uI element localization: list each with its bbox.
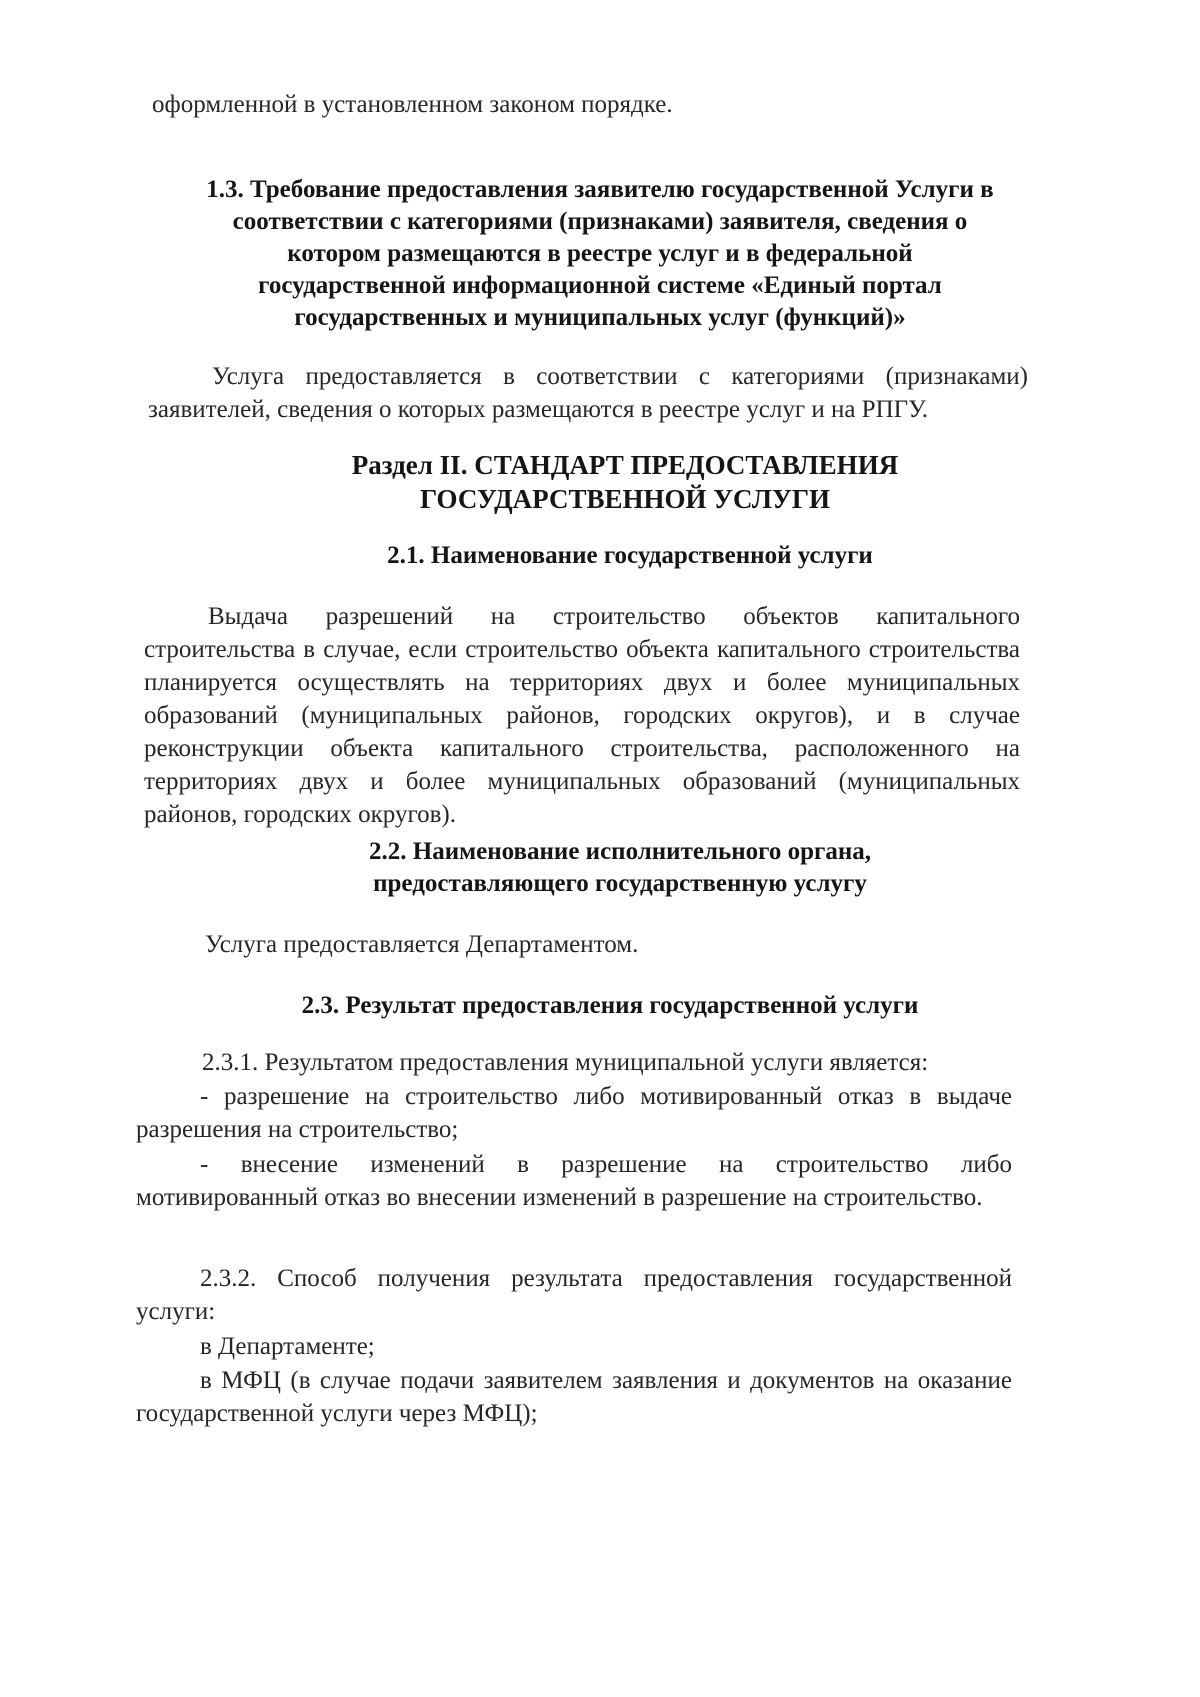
receive-way-2: в МФЦ (в случае подачи заявителем заявления и документов на оказание государственной услуги через МФЦ); bbox=[136, 1367, 1012, 1427]
section-2-heading-line1: Раздел II. СТАНДАРТ ПРЕДОСТАВЛЕНИЯ bbox=[351, 450, 899, 480]
result-item-1: - разрешение на строительство либо мотивированный отказ в выдаче разрешения на строительство; bbox=[136, 1083, 1012, 1143]
section-1-3-heading: 1.3. Требование предоставления заявителю государственной Услуги в соответствии с категориями (признаками) заявителя, сведения о котором размещаются в реестре услуг и в федеральной государственной информационной системе «Единый портал государственных и муниципальных услуг (функций)» bbox=[206, 176, 994, 331]
paragraph-2-3-2: 2.3.2. Способ получения результата предоставления государственной услуги: bbox=[136, 1265, 1012, 1325]
section-2-1-text: Выдача разрешений на строительство объектов капитального строительства в случае, если строительство объекта капитального строительства планируется осуществлять на территориях двух и более муниципальных образований (муниципальных районов, городских округов), и в случае реконструкции объекта капитального строительства, расположенного на территориях двух и более муниципальных образований (муниципальных районов, городских округов). bbox=[144, 603, 1020, 828]
section-2-1-heading: 2.1. Наименование государственной услуги bbox=[387, 542, 873, 569]
paragraph-2-3-1: 2.3.1. Результатом предоставления муниципальной услуги является: bbox=[202, 1049, 929, 1076]
receive-way-1: в Департаменте; bbox=[200, 1333, 375, 1360]
section-2-2-heading-line2: предоставляющего государственную услугу bbox=[373, 870, 867, 897]
section-2-2-text: Услуга предоставляется Департаментом. bbox=[205, 931, 639, 958]
section-2-2-heading-line1: 2.2. Наименование исполнительного органа, bbox=[369, 838, 871, 865]
section-2-heading-line2: ГОСУДАРСТВЕННОЙ УСЛУГИ bbox=[420, 484, 830, 514]
result-item-2: - внесение изменений в разрешение на строительство либо мотивированный отказ во внесении изменений в разрешение на строительство. bbox=[136, 1151, 1012, 1211]
section-2-2-heading bbox=[300, 836, 940, 900]
continuation-text: оформленной в установленном законом порядке. bbox=[152, 91, 673, 118]
section-2-3-heading: 2.3. Результат предоставления государственной услуги bbox=[301, 992, 919, 1019]
section-2-heading bbox=[320, 448, 930, 516]
section-1-3-text: Услуга предоставляется в соответствии с категориями (признаками) заявителей, сведения о которых размещаются в реестре услуг и на РПГУ. bbox=[148, 363, 1028, 423]
